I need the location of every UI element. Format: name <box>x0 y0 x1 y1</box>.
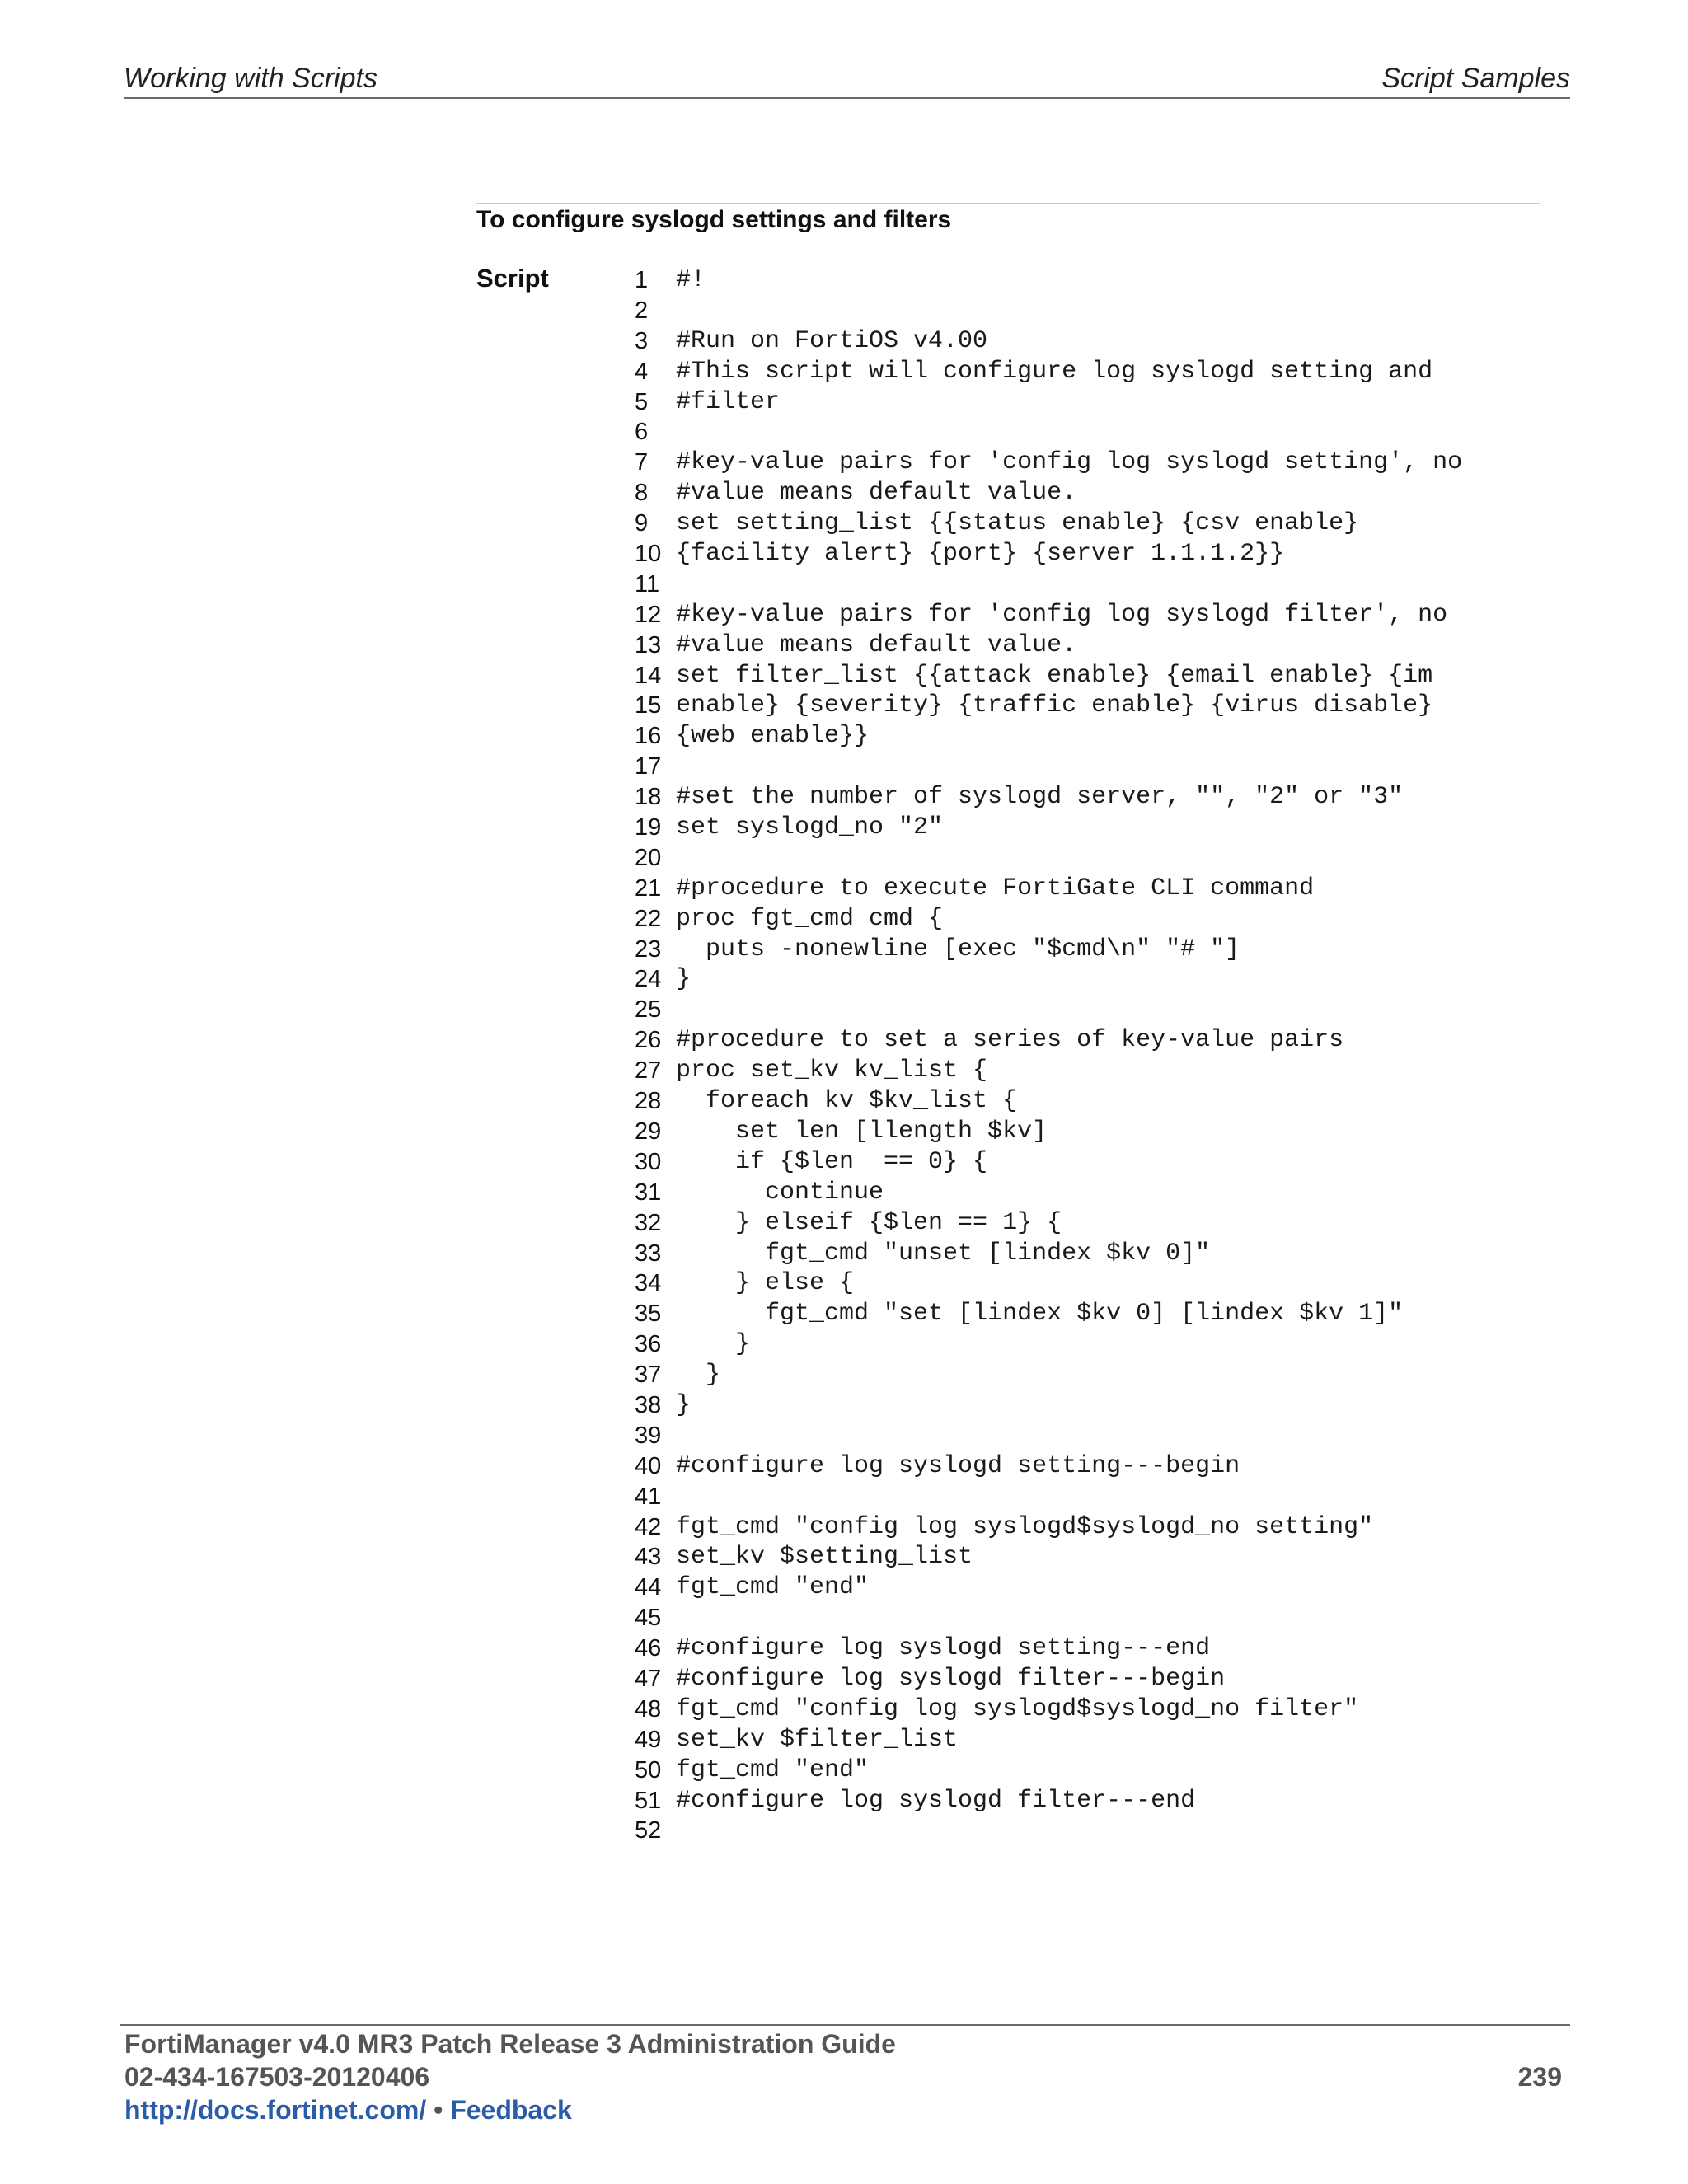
code-line <box>635 1268 1462 1299</box>
footer-guide-title: FortiManager v4.0 MR3 Patch Release 3 Administration Guide <box>124 2029 896 2059</box>
code-line <box>635 265 1462 296</box>
code-text: {facility alert} {port} {server 1.1.1.2}} <box>676 540 1285 569</box>
code-line <box>635 448 1462 478</box>
code-line <box>635 1147 1462 1178</box>
code-line <box>635 1025 1462 1056</box>
line-number: 38 <box>635 1391 662 1418</box>
line-number: 25 <box>635 996 662 1024</box>
code-text: #! <box>676 266 706 294</box>
code-text: } <box>676 1390 692 1419</box>
code-line <box>635 935 1462 965</box>
code-text: fgt_cmd "unset [lindex $kv 0]" <box>676 1239 1211 1268</box>
code-line <box>635 1390 1462 1421</box>
code-line <box>635 417 1462 448</box>
code-line <box>635 478 1462 509</box>
line-number: 7 <box>635 449 649 476</box>
code-text: #Run on FortiOS v4.00 <box>676 326 988 355</box>
line-number: 12 <box>635 601 662 628</box>
line-number: 10 <box>635 541 662 568</box>
feedback-link[interactable]: Feedback <box>450 2095 572 2125</box>
line-number: 50 <box>635 1756 662 1783</box>
line-number: 14 <box>635 662 662 689</box>
code-text: } <box>676 1361 721 1390</box>
code-line <box>635 1086 1462 1117</box>
code-text: fgt_cmd "set [lindex $kv 0] [lindex $kv 1]" <box>676 1300 1404 1329</box>
docs-link[interactable]: http://docs.fortinet.com/ <box>124 2095 427 2125</box>
code-line <box>635 843 1462 874</box>
line-number: 32 <box>635 1209 662 1236</box>
code-text: {web enable}} <box>676 722 870 751</box>
line-number: 21 <box>635 874 662 902</box>
line-number: 16 <box>635 723 662 750</box>
footer-bullet: • <box>426 2095 451 2125</box>
code-line <box>635 1421 1462 1451</box>
code-line <box>635 1208 1462 1239</box>
line-number: 52 <box>635 1817 662 1844</box>
line-number: 3 <box>635 327 649 354</box>
code-line <box>635 1512 1462 1543</box>
code-line <box>635 1542 1462 1572</box>
code-text: #value means default value. <box>676 630 1077 659</box>
code-line <box>635 1482 1462 1512</box>
code-line <box>635 387 1462 418</box>
code-text: proc set_kv kv_list { <box>676 1057 988 1085</box>
code-line <box>635 1816 1462 1846</box>
line-number: 37 <box>635 1361 662 1389</box>
code-text: } elseif {$len == 1} { <box>676 1208 1062 1237</box>
code-line <box>635 357 1462 387</box>
code-line <box>635 752 1462 782</box>
line-number: 17 <box>635 753 662 780</box>
line-number: 34 <box>635 1270 662 1297</box>
line-number: 2 <box>635 297 649 324</box>
code-text: fgt_cmd "config log syslogd$syslogd_no filter" <box>676 1694 1359 1723</box>
code-text: #value means default value. <box>676 479 1077 508</box>
code-line <box>635 1178 1462 1208</box>
code-line <box>635 721 1462 752</box>
code-line <box>635 661 1462 691</box>
code-text: #filter <box>676 387 781 416</box>
line-number: 1 <box>635 267 649 293</box>
code-text: if {$len == 0} { <box>676 1147 988 1176</box>
code-line <box>635 1360 1462 1390</box>
code-text: set len [llength $kv] <box>676 1117 1048 1146</box>
code-line <box>635 1725 1462 1755</box>
code-line <box>635 691 1462 721</box>
code-line <box>635 296 1462 326</box>
line-number: 48 <box>635 1695 662 1722</box>
code-line <box>635 813 1462 843</box>
footer-doc-number: 02-434-167503-20120406 <box>124 2062 430 2092</box>
line-number: 45 <box>635 1605 662 1632</box>
code-line <box>635 964 1462 995</box>
code-line <box>635 509 1462 539</box>
script-label: Script <box>476 264 549 293</box>
line-number: 6 <box>635 419 649 446</box>
code-text: puts -nonewline [exec "$cmd\n" "# "] <box>676 935 1240 963</box>
code-line <box>635 1572 1462 1603</box>
code-text: #configure log syslogd setting---end <box>676 1634 1211 1663</box>
code-text: #procedure to execute FortiGate CLI command <box>676 874 1315 902</box>
code-line <box>635 995 1462 1025</box>
code-line <box>635 1694 1462 1725</box>
code-line <box>635 1299 1462 1329</box>
line-number: 19 <box>635 814 662 841</box>
line-number: 33 <box>635 1240 662 1267</box>
code-line <box>635 1603 1462 1633</box>
code-line <box>635 782 1462 813</box>
code-text: set_kv $setting_list <box>676 1543 973 1572</box>
code-block <box>635 265 1462 1846</box>
line-number: 41 <box>635 1483 662 1510</box>
code-line <box>635 904 1462 935</box>
page-header <box>124 59 1570 99</box>
line-number: 24 <box>635 966 662 993</box>
code-text: } <box>676 965 692 994</box>
code-line <box>635 326 1462 357</box>
page-number: 239 <box>1517 2062 1562 2092</box>
line-number: 39 <box>635 1422 662 1449</box>
line-number: 36 <box>635 1331 662 1358</box>
code-line <box>635 600 1462 630</box>
line-number: 26 <box>635 1027 662 1054</box>
code-text: continue <box>676 1178 884 1207</box>
line-number: 18 <box>635 784 662 811</box>
code-text: set syslogd_no "2" <box>676 813 944 842</box>
line-number: 23 <box>635 935 662 963</box>
line-number: 22 <box>635 905 662 932</box>
line-number: 13 <box>635 631 662 658</box>
line-number: 27 <box>635 1057 662 1085</box>
line-number: 40 <box>635 1452 662 1479</box>
line-number: 31 <box>635 1179 662 1206</box>
line-number: 11 <box>635 570 660 598</box>
code-line <box>635 539 1462 569</box>
line-number: 5 <box>635 388 649 415</box>
page-footer <box>120 2024 1570 2125</box>
code-line <box>635 1664 1462 1694</box>
code-line <box>635 1117 1462 1147</box>
code-text: proc fgt_cmd cmd { <box>676 904 944 933</box>
line-number: 4 <box>635 358 649 385</box>
line-number: 30 <box>635 1148 662 1175</box>
line-number: 51 <box>635 1787 662 1814</box>
code-text: set filter_list {{attack enable} {email enable} {im <box>676 661 1433 690</box>
code-line <box>635 1329 1462 1360</box>
code-text: fgt_cmd "config log syslogd$syslogd_no setting" <box>676 1512 1374 1541</box>
code-text: } <box>676 1330 751 1359</box>
header-chapter-title: Working with Scripts <box>124 63 377 94</box>
code-line <box>635 1755 1462 1786</box>
line-number: 47 <box>635 1665 662 1692</box>
code-line <box>635 630 1462 661</box>
code-text: enable} {severity} {traffic enable} {virus disable} <box>676 691 1433 720</box>
header-section-title: Script Samples <box>1381 63 1570 94</box>
code-line <box>635 1239 1462 1269</box>
code-line <box>635 1786 1462 1816</box>
line-number: 15 <box>635 692 662 719</box>
code-text: foreach kv $kv_list { <box>676 1087 1018 1116</box>
code-text: #set the number of syslogd server, "", "2" or "3" <box>676 783 1404 812</box>
section-divider <box>476 203 1540 204</box>
line-number: 43 <box>635 1544 662 1571</box>
code-text: set_kv $filter_list <box>676 1725 959 1754</box>
code-text: fgt_cmd "end" <box>676 1573 870 1602</box>
line-number: 29 <box>635 1118 662 1145</box>
code-text: set setting_list {{status enable} {csv enable} <box>676 509 1359 538</box>
line-number: 20 <box>635 844 662 871</box>
code-text: } else { <box>676 1269 855 1298</box>
line-number: 42 <box>635 1513 662 1540</box>
code-line <box>635 874 1462 904</box>
line-number: 49 <box>635 1726 662 1753</box>
code-line <box>635 1451 1462 1482</box>
code-line <box>635 1056 1462 1086</box>
footer-links <box>124 2095 572 2125</box>
code-text: #procedure to set a series of key-value pairs <box>676 1026 1344 1055</box>
code-text: #configure log syslogd filter---end <box>676 1786 1196 1815</box>
code-text: #configure log syslogd filter---begin <box>676 1664 1226 1693</box>
line-number: 46 <box>635 1635 662 1662</box>
code-text: #key-value pairs for 'config log syslogd filter', no <box>676 600 1448 629</box>
line-number: 44 <box>635 1574 662 1601</box>
code-line <box>635 1633 1462 1664</box>
code-text: #This script will configure log syslogd setting and <box>676 357 1433 386</box>
line-number: 28 <box>635 1088 662 1115</box>
code-line <box>635 569 1462 600</box>
section-title: To configure syslogd settings and filters <box>476 206 952 233</box>
line-number: 35 <box>635 1301 662 1328</box>
code-text: #configure log syslogd setting---begin <box>676 1451 1240 1480</box>
line-number: 8 <box>635 480 649 507</box>
code-text: fgt_cmd "end" <box>676 1755 870 1784</box>
line-number: 9 <box>635 510 649 537</box>
code-text: #key-value pairs for 'config log syslogd setting', no <box>676 448 1463 477</box>
